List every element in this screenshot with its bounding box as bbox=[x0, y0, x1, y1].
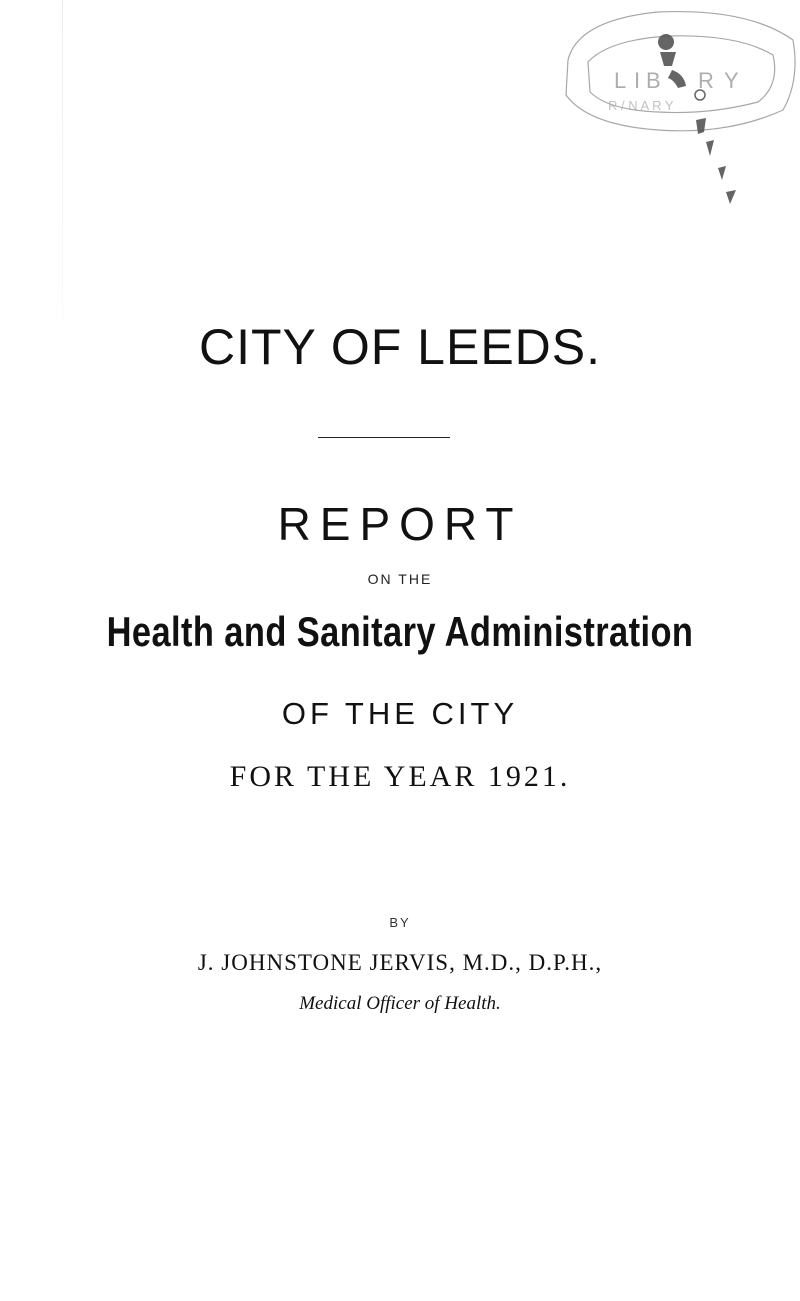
city-title: CITY OF LEEDS. bbox=[198, 319, 602, 375]
svg-text:B: B bbox=[646, 68, 661, 93]
of-the-city-label: OF THE CITY bbox=[281, 696, 519, 731]
by-label: BY bbox=[389, 915, 411, 930]
svg-text:Y: Y bbox=[724, 68, 739, 93]
year-line: FOR THE YEAR 1921. bbox=[229, 760, 571, 793]
svg-text:I: I bbox=[634, 68, 641, 93]
divider-rule bbox=[318, 437, 450, 438]
scan-edge-artifact bbox=[62, 0, 63, 320]
author-name: J. JOHNSTONE JERVIS, M.D., D.P.H., bbox=[197, 950, 603, 975]
on-the-label: ON THE bbox=[367, 571, 433, 587]
report-heading: REPORT bbox=[277, 498, 523, 550]
svg-text:R: R bbox=[698, 68, 714, 93]
svg-text:L: L bbox=[614, 68, 627, 93]
library-stamp-icon bbox=[548, 0, 800, 210]
author-role: Medical Officer of Health. bbox=[299, 993, 501, 1014]
svg-text:R / N A R Y: R / N A R Y bbox=[608, 98, 674, 113]
subject-heading: Health and Sanitary Administration bbox=[106, 608, 694, 655]
